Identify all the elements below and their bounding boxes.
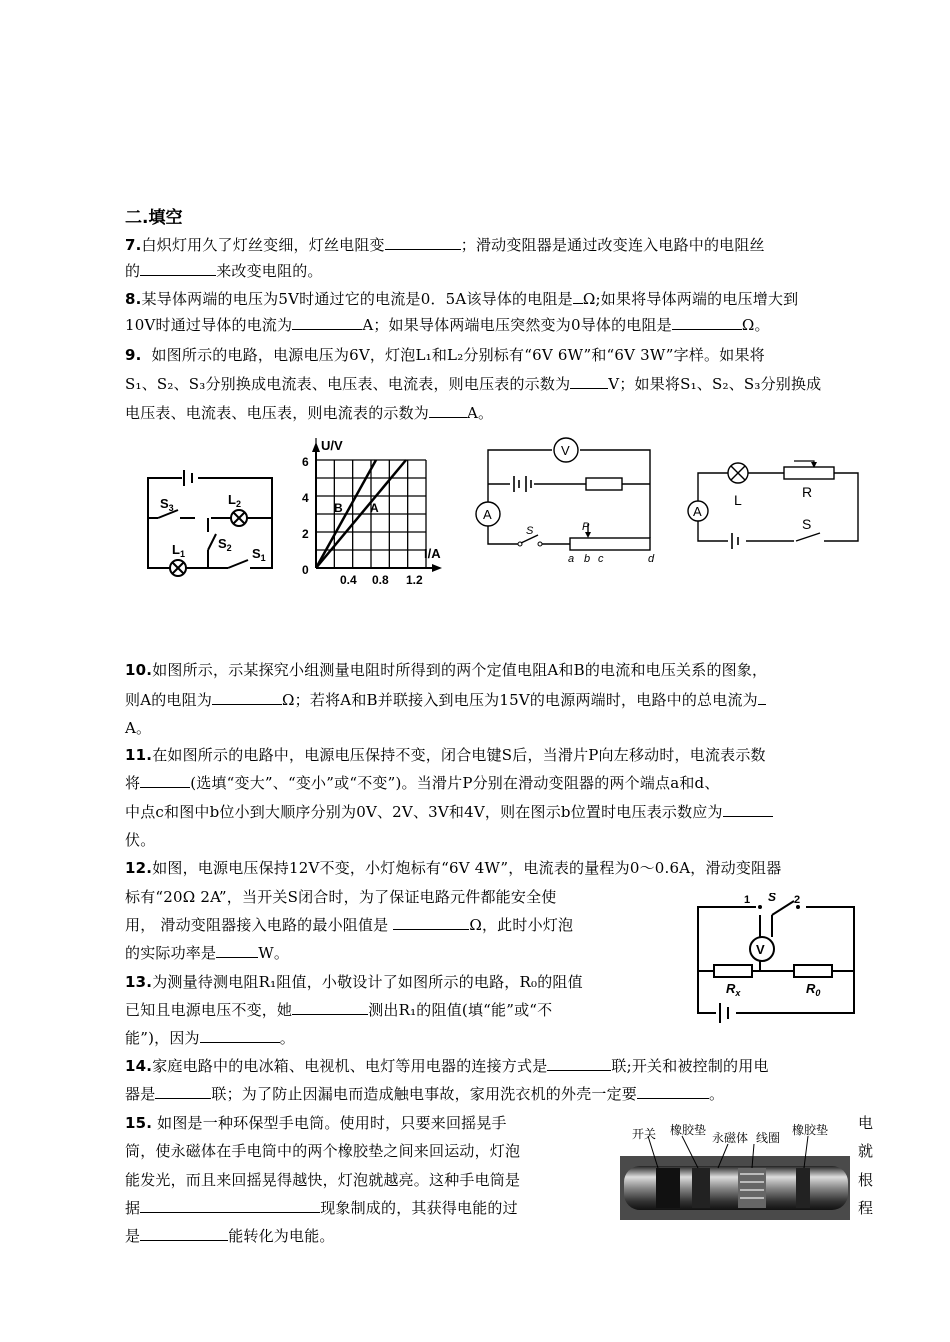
fig3-pos-b: b <box>584 553 591 565</box>
q11-blank2[interactable] <box>723 802 773 817</box>
q9-line3: 电压表、电流表、电压表，则电流表的示数为 A。 <box>125 404 494 422</box>
q7-line1: 7.白炽灯用久了灯丝变细，灯丝电阻变 ；滑动变阻器是通过改变连入电路中的电阻丝 <box>125 236 765 254</box>
figure-circuit-lamp-rheostat <box>684 455 864 555</box>
q12-number: 12. <box>125 859 153 877</box>
q13-line2: 已知且电源电压不变，她 测出R₁的阻值(填“能”或“不 <box>125 1001 553 1019</box>
q14-blank2[interactable] <box>155 1084 211 1099</box>
q12-line2: 标有“20Ω 2A”，当开关S闭合时，为了保证电路元件都能安全使 <box>125 888 557 906</box>
fig6-magnet: 永磁体 <box>712 1131 749 1145</box>
q13-blank1[interactable] <box>292 1000 368 1015</box>
q15-number: 15. <box>125 1114 153 1132</box>
q11-line1: 11.在如图所示的电路中，电源电压保持不变，闭合电键S后，当滑片P向左移动时，电流表示数 <box>125 746 766 764</box>
fig6-coil: 线圈 <box>756 1131 781 1145</box>
q10-line2: 则A的电阻为 Ω；若将A和B并联接入到电压为15V的电源两端时，电路中的总电流为 <box>125 690 766 710</box>
label-l1: $L_1$ <box>172 542 185 559</box>
graph-ytick-6: 6 <box>302 455 309 469</box>
q8-line2: 10V时通过导体的电流为 A；如果导体两端电压突然变为0导体的电阻是 Ω。 <box>125 316 770 334</box>
q7-line2: 的 来改变电阻的。 <box>125 262 323 280</box>
q12-blank2[interactable] <box>216 943 258 958</box>
q10-line1: 10.如图所示，示某探究小组测量电阻时所得到的两个定值电阻A和B的电流和电压关系的图象， <box>125 661 768 679</box>
q14-number: 14. <box>125 1057 153 1075</box>
q14-line2: 器是 联；为了防止因漏电而造成触电事故，家用洗衣机的外壳一定要 。 <box>125 1085 725 1103</box>
graph-line-b-label: B <box>334 501 343 515</box>
q10-blank2[interactable] <box>758 690 766 705</box>
fig3-voltmeter: V <box>561 443 570 458</box>
q8-blank1[interactable] <box>573 289 583 304</box>
q15-right2: 就 <box>858 1142 874 1160</box>
fig3-ammeter: A <box>483 507 492 522</box>
q8-blank3[interactable] <box>672 315 742 330</box>
figure-circuit-lamps <box>140 460 280 580</box>
q11-number: 11. <box>125 746 153 764</box>
q8-number: 8. <box>125 290 142 308</box>
label-s3: $S_3$ <box>160 496 174 513</box>
graph-xtick-12: 1.2 <box>406 573 423 587</box>
fig6-pad2: 橡胶垫 <box>792 1123 829 1137</box>
q8-line1: 8.某导体两端的电压为5V时通过它的电流是0．5A该导体的电阻是 Ω;如果将导体两端的电压增大到 <box>125 290 799 308</box>
fig3-switch: S <box>526 525 534 537</box>
fig4-lamp: L <box>734 492 742 508</box>
fig5-pos2: 2 <box>794 894 801 906</box>
q9-blank1[interactable] <box>570 374 608 389</box>
q14-blank1[interactable] <box>547 1056 611 1071</box>
q14-line1: 14.家庭电路中的电冰箱、电视机、电灯等用电器的连接方式是 联;开关和被控制的用电 <box>125 1057 769 1075</box>
figure-circuit-rx-r0 <box>690 893 870 1023</box>
q11-line2: 将 (选填“变大”、“变小”或“不变”)。当滑片P分别在滑动变阻器的两个端点a和d、 <box>125 774 720 792</box>
q13-line1: 13.为测量待测电阻R₁阻值，小敬设计了如图所示的电路，R₀的阻值 <box>125 973 583 991</box>
fig3-slider: P <box>582 521 590 533</box>
figure-flashlight <box>620 1122 850 1222</box>
q10-blank1[interactable] <box>212 690 282 705</box>
q15-line5: 是 能转化为电能。 <box>125 1227 335 1245</box>
graph-ylabel: U/V <box>321 438 343 453</box>
q15-blank1[interactable] <box>140 1198 320 1213</box>
q13-number: 13. <box>125 973 153 991</box>
q9-line1: 9. 如图所示的电路，电源电压为6V，灯泡L₁和L₂分别标有“6V 6W”和“6V 3W”字样。如果将 <box>125 346 765 364</box>
q7-blank1[interactable] <box>385 235 461 250</box>
section-title: 二.填空 <box>125 208 183 228</box>
q15-line2: 筒，使永磁体在手电筒中的两个橡胶垫之间来回运动，灯泡 <box>125 1142 521 1160</box>
q9-blank2[interactable] <box>429 403 467 418</box>
q12-blank1[interactable] <box>393 915 469 930</box>
graph-line-a-label: A <box>370 501 379 515</box>
fig4-rheostat: R <box>802 484 813 500</box>
q7-number: 7. <box>125 236 142 254</box>
q15-right3: 根 <box>858 1171 874 1189</box>
graph-ytick-4: 4 <box>302 491 309 505</box>
fig5-pos1: 1 <box>744 894 751 906</box>
fig5-rx: $R_x$ <box>726 981 741 998</box>
q15-line4: 据 现象制成的，其获得电能的过 <box>125 1199 518 1217</box>
q9-line2: S₁、S₂、S₃分别换成电流表、电压表、电流表，则电压表的示数为 V；如果将S₁、S₂、S₃分别换成 <box>125 375 822 393</box>
q13-line3: 能”)，因为 。 <box>125 1029 295 1047</box>
graph-xtick-08: 0.8 <box>372 573 389 587</box>
q12-line3: 用， 滑动变阻器接入电路的最小阻值是 Ω，此时小灯泡 <box>125 916 574 934</box>
q15-blank2[interactable] <box>140 1226 228 1241</box>
q15-right4: 程 <box>858 1199 874 1217</box>
q12-line1: 12.如图，电源电压保持12V不变，小灯炮标有“6V 4W”，电流表的量程为0～0.6A，滑动变阻器 <box>125 859 782 877</box>
q11-line3: 中点c和图中b位小到大顺序分别为0V、2V、3V和4V，则在图示b位置时电压表示数应为 <box>125 802 773 822</box>
figure-ui-graph <box>296 438 446 588</box>
fig6-pad1: 橡胶垫 <box>670 1123 707 1137</box>
q14-blank3[interactable] <box>637 1084 709 1099</box>
fig3-pos-c: c <box>598 553 604 565</box>
figure-circuit-rheostat <box>470 432 670 572</box>
graph-ytick-2: 2 <box>302 527 309 541</box>
graph-ytick-0: 0 <box>302 563 309 577</box>
fig4-switch: S <box>802 516 812 532</box>
q11-line4: 伏。 <box>125 831 156 849</box>
label-s1: $S_1$ <box>252 546 266 563</box>
fig3-pos-d: d <box>648 553 655 565</box>
q12-line4: 的实际功率是 W。 <box>125 944 290 962</box>
fig4-ammeter: A <box>693 504 702 519</box>
fig6-switch: 开关 <box>632 1127 657 1141</box>
graph-xlabel: I/A <box>424 546 441 561</box>
q11-blank1[interactable] <box>140 773 190 788</box>
fig5-voltmeter: V <box>756 942 765 957</box>
q8-blank2[interactable] <box>292 315 362 330</box>
q10-number: 10. <box>125 661 153 679</box>
graph-xtick-04: 0.4 <box>340 573 357 587</box>
label-s2: $S_2$ <box>218 536 232 553</box>
q13-blank2[interactable] <box>200 1028 280 1043</box>
q10-line3: A。 <box>125 719 152 737</box>
fig5-switch: S <box>768 893 777 904</box>
q15-line3: 能发光，而且来回摇晃得越快，灯泡就越亮。这种手电筒是 <box>125 1171 521 1189</box>
q15-line1: 15. 如图是一种环保型手电筒。使用时，只要来回摇晃手 <box>125 1114 507 1132</box>
fig3-pos-a: a <box>568 553 575 565</box>
q7-blank2[interactable] <box>140 261 216 276</box>
q9-number: 9. <box>125 346 142 364</box>
fig5-r0: $R_0$ <box>806 981 821 998</box>
label-l2: $L_2$ <box>228 492 241 509</box>
q15-right1: 电 <box>858 1114 874 1132</box>
